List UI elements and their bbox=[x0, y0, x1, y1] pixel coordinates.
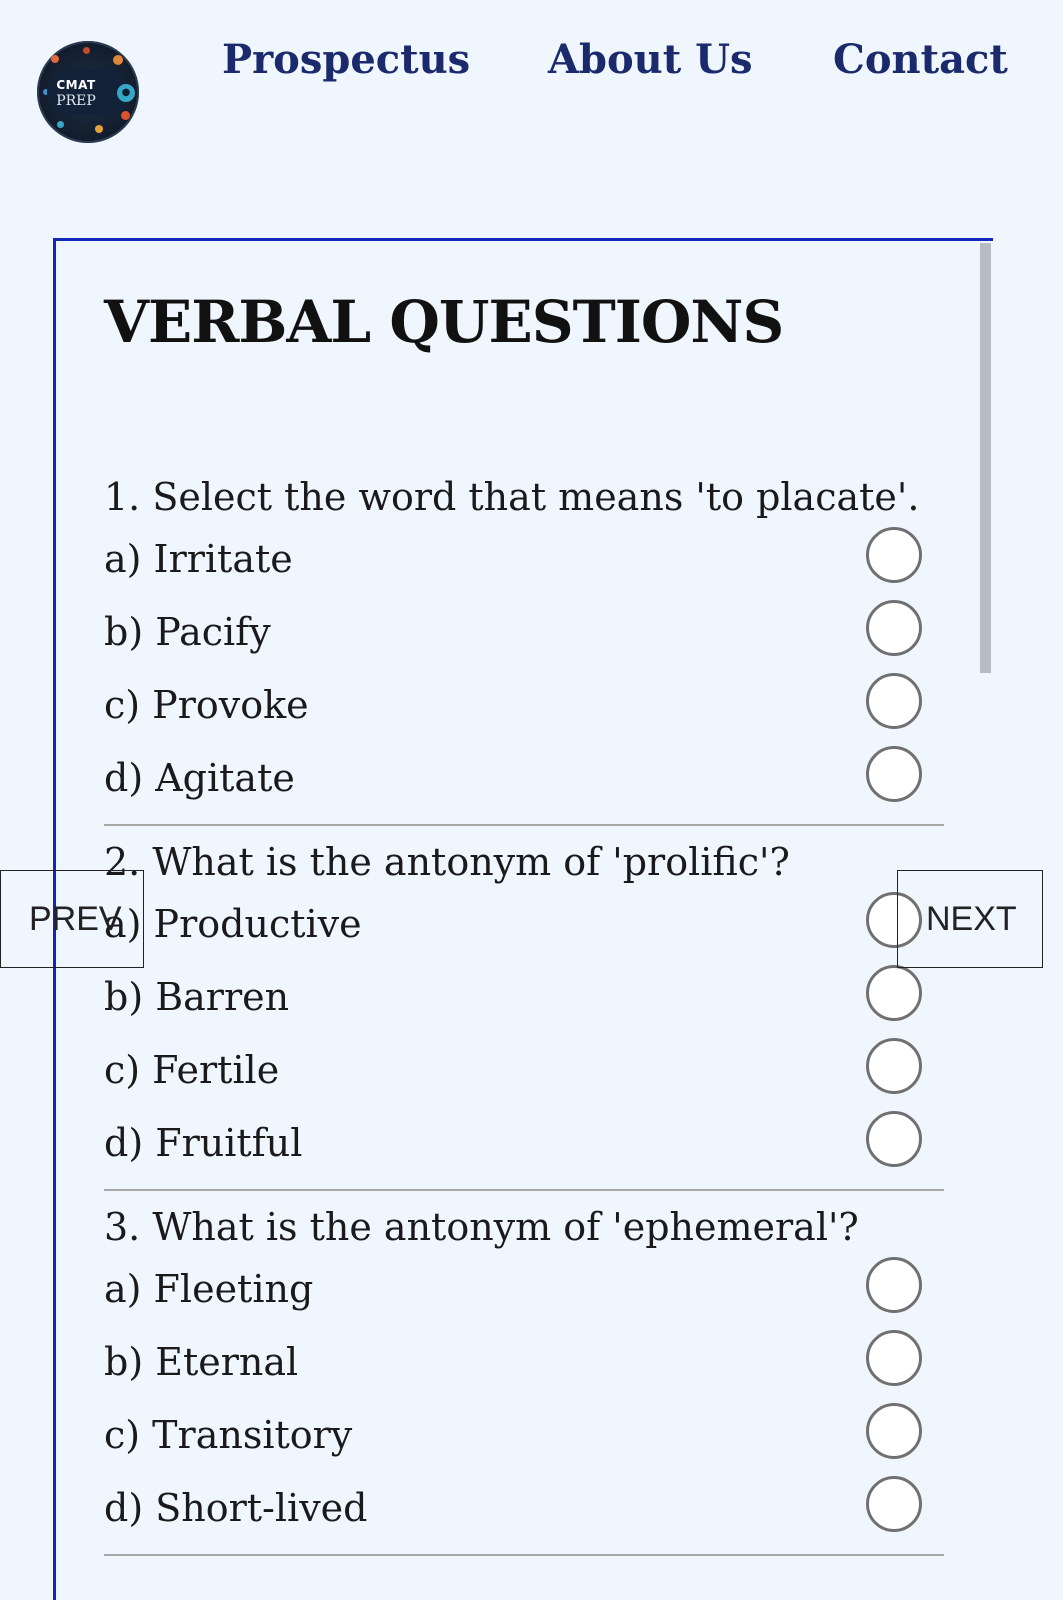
nav-link-about-us[interactable]: About Us bbox=[548, 36, 753, 83]
logo-dot bbox=[51, 55, 59, 63]
option-label: b) Pacify bbox=[104, 610, 271, 654]
person-icon: ● bbox=[117, 84, 135, 102]
option-label: a) Irritate bbox=[104, 537, 293, 581]
option-label: d) Short-lived bbox=[104, 1486, 368, 1530]
option-2c[interactable] bbox=[104, 1032, 944, 1105]
logo-dot bbox=[113, 55, 123, 65]
question-text: 3. What is the antonym of 'ephemeral'? bbox=[104, 1205, 859, 1249]
option-label: a) Fleeting bbox=[104, 1267, 314, 1311]
radio-button[interactable] bbox=[866, 1257, 922, 1313]
nav-link-prospectus[interactable]: Prospectus bbox=[222, 36, 471, 83]
option-3a[interactable] bbox=[104, 1251, 944, 1324]
option-label: c) Transitory bbox=[104, 1413, 353, 1457]
option-1c[interactable] bbox=[104, 667, 944, 740]
logo-dot bbox=[57, 121, 64, 128]
question-3 bbox=[104, 1203, 944, 1543]
radio-button[interactable] bbox=[866, 1476, 922, 1532]
radio-button[interactable] bbox=[866, 600, 922, 656]
question-text: 1. Select the word that means 'to placate'. bbox=[104, 475, 920, 519]
radio-button[interactable] bbox=[866, 1330, 922, 1386]
radio-button[interactable] bbox=[866, 1111, 922, 1167]
option-label: d) Agitate bbox=[104, 756, 295, 800]
radio-button[interactable] bbox=[866, 965, 922, 1021]
logo-text-prep: PREP bbox=[56, 93, 96, 109]
option-label: c) Provoke bbox=[104, 683, 309, 727]
option-3b[interactable] bbox=[104, 1324, 944, 1397]
divider bbox=[104, 1189, 944, 1191]
next-button[interactable]: NEXT bbox=[897, 870, 1043, 968]
prev-button[interactable]: PREV bbox=[0, 870, 144, 968]
radio-button[interactable] bbox=[866, 527, 922, 583]
option-1b[interactable] bbox=[104, 594, 944, 667]
page-title: VERBAL QUESTIONS bbox=[104, 288, 784, 356]
logo-dot bbox=[121, 111, 130, 120]
option-label: b) Eternal bbox=[104, 1340, 299, 1384]
logo-dot bbox=[95, 125, 103, 133]
radio-button[interactable] bbox=[866, 673, 922, 729]
option-1d[interactable] bbox=[104, 740, 944, 813]
logo-dot bbox=[83, 47, 90, 54]
logo[interactable] bbox=[37, 41, 139, 143]
nav-link-contact[interactable]: Contact bbox=[833, 36, 1008, 83]
option-label: c) Fertile bbox=[104, 1048, 280, 1092]
option-3c[interactable] bbox=[104, 1397, 944, 1470]
question-2 bbox=[104, 838, 944, 1178]
option-label: a) Productive bbox=[104, 902, 362, 946]
radio-button[interactable] bbox=[866, 746, 922, 802]
radio-button[interactable] bbox=[866, 1403, 922, 1459]
divider bbox=[104, 824, 944, 826]
option-2a[interactable] bbox=[104, 886, 944, 959]
divider bbox=[104, 1554, 944, 1556]
scrollbar-thumb[interactable] bbox=[980, 243, 991, 673]
option-1a[interactable] bbox=[104, 521, 944, 594]
option-label: d) Fruitful bbox=[104, 1121, 303, 1165]
question-1 bbox=[104, 473, 944, 813]
option-2b[interactable] bbox=[104, 959, 944, 1032]
option-label: b) Barren bbox=[104, 975, 290, 1019]
radio-button[interactable] bbox=[866, 1038, 922, 1094]
option-3d[interactable] bbox=[104, 1470, 944, 1543]
option-2d[interactable] bbox=[104, 1105, 944, 1178]
question-text: 2. What is the antonym of 'prolific'? bbox=[104, 840, 790, 884]
logo-text-cmat: CMAT bbox=[56, 78, 96, 92]
